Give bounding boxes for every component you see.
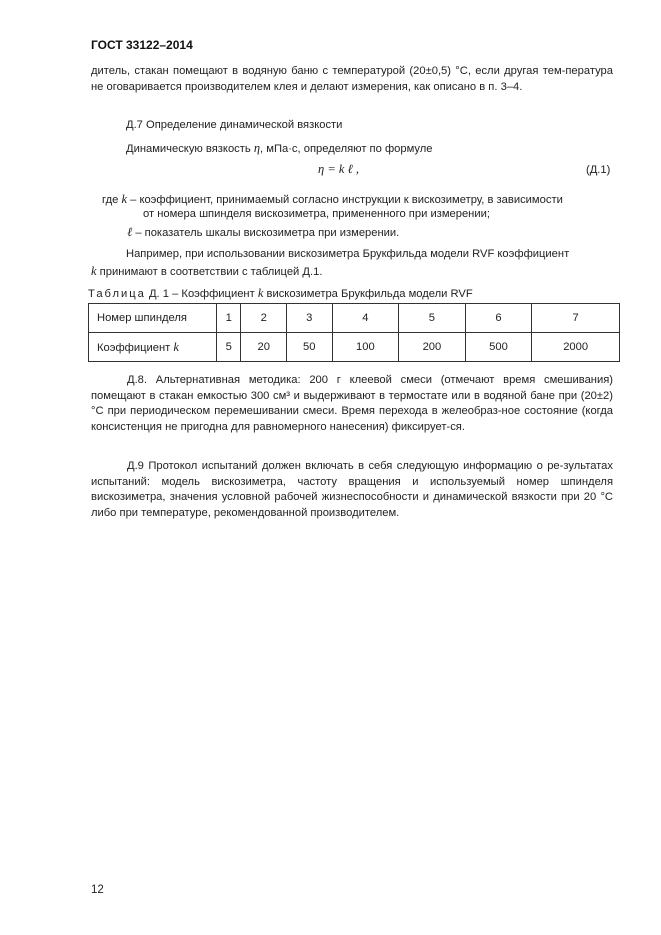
table-caption-k: k	[257, 286, 264, 300]
spindle-cell: 3	[287, 304, 333, 333]
viscosity-intro	[126, 141, 433, 156]
k-symbol: k	[121, 192, 127, 206]
row-header-coefficient-text: Коэффициент	[97, 341, 174, 354]
coefficient-cell: 20	[241, 333, 287, 362]
coefficient-cell: 200	[399, 333, 466, 362]
coefficient-cell: 100	[332, 333, 399, 362]
example-line2-text: принимают в соответствии с таблицей Д.1.	[96, 266, 323, 278]
coefficient-cell: 50	[287, 333, 333, 362]
k-description-line2: от номера шпинделя вискозиметра, примененного при измерении;	[143, 208, 490, 220]
section-d7-title: Д.7 Определение динамической вязкости	[126, 119, 343, 131]
row-header-spindle: Номер шпинделя	[89, 304, 217, 333]
section-d9-paragraph: Д.9 Протокол испытаний должен включать в себя следующую информацию о ре-зультатах испытаний: модель вискозиметра, частоту вращения и используемый номер шпинделя вискозиметра, значения условной рабочей жизнеспособности и динамической вязкости при 20 °С либо при температуре, рекомендованной производителем.	[91, 460, 613, 519]
formula: η = k ℓ ,	[318, 162, 360, 176]
viscosity-intro-b: , мПа·с, определяют по формуле	[260, 143, 433, 155]
spindle-cell: 4	[332, 304, 399, 333]
k-description-line1: – коэффициент, принимаемый согласно инструкции к вискозиметру, в зависимости	[127, 194, 563, 206]
row-header-k: k	[173, 339, 179, 354]
table-row	[89, 333, 620, 362]
intro-paragraph: дитель, стакан помещают в водяную баню с температурой (20±0,5) °С, если другая тем-пература не оговаривается производителем клея и делают измерения, как описано в п. 3–4.	[91, 65, 613, 93]
viscosity-intro-a: Динамическую вязкость	[126, 143, 254, 155]
spindle-cell: 2	[241, 304, 287, 333]
example-line2	[91, 264, 322, 279]
example-k-symbol: k	[91, 264, 97, 278]
k-definition	[102, 192, 563, 207]
spindle-cell: 6	[465, 304, 532, 333]
table-caption-label: Таблица	[88, 288, 146, 300]
spindle-cell: 5	[399, 304, 466, 333]
section-d8-paragraph: Д.8. Альтернативная методика: 200 г клеевой смеси (отмечают время смешивания) помещают в стакан емкостью 300 см³ и выдерживают в термостате или в водяной бане при (20±2) °С при периодическом перемешивании смеси. Время перехода в желеобраз-ное состояние (когда консистенция не пригодна для равномерного нанесения) фиксирует-ся.	[91, 374, 613, 433]
l-symbol: ℓ	[127, 225, 133, 239]
table-caption-b: вискозиметра Брукфильда модели RVF	[263, 288, 473, 300]
row-header-coefficient	[89, 333, 217, 362]
spindle-cell: 7	[532, 304, 620, 333]
table-caption	[88, 286, 473, 301]
l-description: – показатель шкалы вискозиметра при измерении.	[132, 227, 400, 239]
spindle-cell: 1	[217, 304, 241, 333]
formula-number: (Д.1)	[586, 164, 611, 176]
coefficient-cell: 5	[217, 333, 241, 362]
table-row	[89, 304, 620, 333]
eta-symbol: η	[253, 141, 261, 155]
page-number: 12	[91, 884, 104, 896]
coefficient-cell: 2000	[532, 333, 620, 362]
l-definition	[127, 225, 399, 240]
coefficient-cell: 500	[465, 333, 532, 362]
table-caption-a: Д. 1 – Коэффициент	[145, 288, 258, 300]
example-line1: Например, при использовании вискозиметра Брукфильда модели RVF коэффициент	[126, 248, 570, 260]
coefficient-table	[88, 303, 620, 362]
document-header: ГОСТ 33122–2014	[91, 38, 193, 52]
where-label: где	[102, 194, 122, 206]
